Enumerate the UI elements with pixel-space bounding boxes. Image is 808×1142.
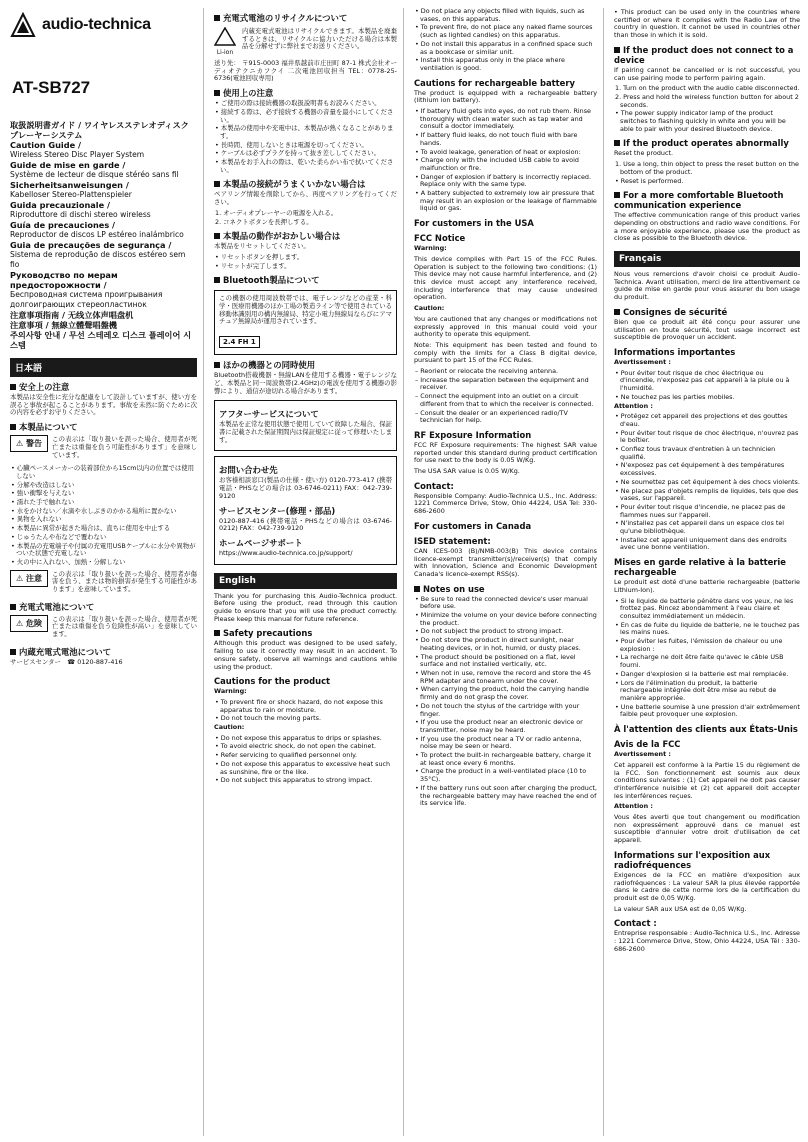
title-line: Caution Guide / <box>10 140 81 150</box>
title-list <box>10 120 197 350</box>
list-item: • Do not place any objects filled with liquids, such as vases, on this apparatus. <box>415 8 585 23</box>
title-line: Guida precauzionale / <box>10 200 111 210</box>
fr-contact-text: Entreprise responsable : Audio-Technica U.S., Inc. Adresse : 1221 Commerce Drive, Stow, Ohio 44224, USA Tél : 330-686-2600 <box>614 929 800 953</box>
jp-repair-heading: 内蔵充電式電池について <box>10 647 197 657</box>
frequency-label: 2.4 FH 1 <box>219 336 260 348</box>
title-line: Riproduttore di dischi stereo wireless <box>10 210 151 219</box>
fr-banner: Français <box>614 251 800 267</box>
homepage-url[interactable]: https://www.audio-technica.co.jp/support/ <box>219 548 353 557</box>
list-item: • Do not expose this apparatus to drips or splashes. <box>215 733 382 742</box>
jp-danger-row <box>10 615 197 642</box>
list-item: 2. コネクトボタンを長押しする。 <box>215 217 313 226</box>
nc-list <box>614 85 800 133</box>
list-item: • ご使用の際は接続機器の取扱説明書もお読みください。 <box>215 99 381 108</box>
title-line: Guia de precauções de segurança / <box>10 240 172 250</box>
list-item: • Une batterie soumise à une pression d'air extrêmement faible peut provoquer une explosion. <box>615 702 800 719</box>
canada-heading: For customers in Canada <box>414 520 532 531</box>
title-line: 注意事项指南 / 无线立体声唱盘机 <box>10 310 134 320</box>
title-line: Sicherheitsanweisungen / <box>10 180 129 190</box>
list-item: • If you use the product near a TV or radio antenna, noise may be seen or heard. <box>415 734 582 751</box>
list-item: • When carrying the product, hold the carrying handle firmly and do not grasp the cover. <box>415 685 590 702</box>
recycle-heading: 充電式電池のリサイクルについて <box>214 13 397 23</box>
list-item: • Si le liquide de batterie pénètre dans vos yeux, ne les frottez pas. Rincez abondamment à l'eau claire et consultez immédiatement un médecin. <box>615 596 794 620</box>
list-item: • To protect the built-in rechargeable battery, charge it at least once every 6 months. <box>415 751 592 767</box>
list-item: • To prevent fire, do not place any naked flame sources (such as lighted candles) on this apparatus. <box>415 23 593 40</box>
list-item: • Pour éviter tout risque de choc électrique ou d'incendie, n'exposez pas cet appareil à la pluie ou à l'humidité. <box>615 368 790 393</box>
en-warning-label: Warning: <box>214 687 247 696</box>
country-text: • This product can be used only in the countries where certified or where it complies with the Radio Law of the country in question. It cannot be used in countries other than those in which it is sold. <box>614 8 800 40</box>
list-item: – Consult the dealer or an experienced radio/TV technician for help. <box>415 408 568 425</box>
list-item: • リセットが完了します。 <box>215 261 291 270</box>
fr-info-heading: Informations importantes <box>614 346 736 357</box>
list-item: • 心臓ペースメーカーの装着部位から15cm以内の位置では使用しない <box>11 464 194 480</box>
danger-text: この表示は「取り扱いを誤った場合、使用者が死亡または重傷を負う危険性が高い」を意味しています。 <box>51 614 197 639</box>
list-item: 1. Use a long, thin object to press the reset button on the bottom of the product. <box>615 160 799 176</box>
title-line: Руководство по мерам предосторожности / <box>10 270 118 290</box>
bt-fail-text: ペアリング情報を削除してから、再度ペアリングを行ってください。 <box>214 190 397 207</box>
ised-text: CAN ICES-003 (B)/NMB-003(B) This device contains licence-exempt transmitter(s)/receiver(s) that comply with Innovation, Science and Economic Development Canada's licence-exempt RSS(s). <box>414 546 597 578</box>
list-item: • 本製品に異常が起きた場合は、直ちに使用を中止する <box>11 524 171 533</box>
en-intro: Thank you for purchasing this Audio-Technica product. Before using the product, read through this caution guide to ensure that you will use the product correctly. Please keep this manual for future reference. <box>214 591 397 623</box>
fcc-text-1: This device complies with Part 15 of the FCC Rules. Operation is subject to the following two conditions: (1) This device may not cause harmful interference, and (2) this device must accept any interference received, including interference that may cause undesired operation. <box>414 254 597 302</box>
list-item: • Confiez tous travaux d'entretien à un technicien qualifié. <box>615 445 776 461</box>
fcc-caution-label: Caution: <box>414 304 445 313</box>
bt-fail-list <box>214 210 397 226</box>
list-item: • Charge only with the included USB cable to avoid malfunction or fire. <box>415 156 579 172</box>
bullet-square-icon <box>614 47 620 53</box>
fr-us-heading: À l'attention des clients aux États-Unis <box>614 724 798 735</box>
fr-batt-text: Le produit est doté d'une batterie rechargeable (batterie Lithium-Ion). <box>614 578 800 594</box>
title-line: Guía de precauciones / <box>10 220 116 230</box>
bullet-square-icon <box>214 181 220 187</box>
ised-heading: ISED statement: <box>414 535 491 546</box>
other-text: Bluetooth搭載機器・無線LANを使用する機器・電子レンジなど、本製品と同一周波数帯(2.4GHz)の電波を使用する機器の影響により、通信が途切れる場合があります。 <box>214 371 397 395</box>
fr-warn-label: Avertissement : <box>614 357 671 366</box>
fr-contact-heading: Contact : <box>614 918 657 929</box>
list-item: • Do not subject the product to strong impact. <box>415 627 564 636</box>
list-item: • A battery subjected to extremely low air pressure that may result in an explosion or the leakage of flammable liquid or gas. <box>415 189 597 213</box>
list-item: • 水をかけない／水滴や水しぶきのかかる場所に置かない <box>11 506 177 515</box>
title-line: Sistema de reprodução de discos estéreo sem fio <box>10 250 186 269</box>
list-item: • To prevent fire or shock hazard, do not expose this apparatus to rain or moisture. <box>215 697 383 714</box>
recycle-block <box>214 27 397 56</box>
notes-heading: Notes on use <box>414 584 597 594</box>
list-item: • La recharge ne doit être faite qu'avec le câble USB fourni. <box>615 653 784 670</box>
bluetooth-text: この機器の使用周波数帯では、電子レンジなどの産業・科学・医療用機器のほか工場の製造ライン等で使用されている移動体識別用の構内無線局、特定小電力無線局ならびにアマチュア無線局が運用されています。 <box>219 294 392 326</box>
fr-att2-text: Vous êtes averti que tout changement ou modification non expressément approuvé dans ce manuel est susceptible d'annuler votre droit d'utilisation de cet appareil. <box>614 813 800 845</box>
list-item: • When not in use, remove the record and store the 45 RPM adapter and tonearm under the cover. <box>415 669 592 685</box>
list-item: • Charge the product in a well-ventilated place (10 to 35°C). <box>415 767 587 784</box>
audio-technica-logo-icon <box>10 12 36 38</box>
list-item: – Reorient or relocate the receiving antenna. <box>415 367 559 376</box>
fcc-heading: FCC Notice <box>414 233 466 244</box>
bluetooth-box <box>214 290 397 355</box>
jp-caution-row <box>10 570 197 597</box>
bullet-square-icon <box>214 277 220 283</box>
list-item: • Ne soumettez pas cet équipement à des chocs violents. <box>615 477 800 486</box>
column-1 <box>4 8 204 1136</box>
usage-heading: 使用上の注意 <box>214 88 397 98</box>
bullet-square-icon <box>10 384 16 390</box>
model-number: AT-SB727 <box>12 78 91 97</box>
bullet-square-icon <box>414 586 420 592</box>
fr-fcc-text: Cet appareil est conforme à la Partie 15 du règlement de la FCC. Son fonctionnement est soumis aux deux conditions suivantes : (1) Cet appareil ne doit pas causer d'interférence nuisible et (2) cet appareil doit accepter les interférences reçues. <box>614 760 800 800</box>
list-item: • N'installez pas cet appareil dans un espace clos tel qu'une bibliothèque. <box>615 519 785 536</box>
other-heading: ほかの機器との同時使用 <box>214 360 397 370</box>
contact-heading: お問い合わせ先 <box>219 465 278 476</box>
jp-battery-heading: 充電式電池について <box>10 602 197 612</box>
bullet-square-icon <box>214 630 220 636</box>
list-item: • If battery fluid gets into eyes, do not rub them. Rinse thoroughly with clean water such as tap water and consult a doctor immediately. <box>415 107 591 131</box>
list-item: • Do not touch the stylus of the cartridge with your finger. <box>415 701 580 718</box>
list-item: • Danger of explosion if battery is incorrectly replaced. Replace only with the same type. <box>415 172 592 189</box>
column-3 <box>408 8 604 1136</box>
fr-warn-list <box>614 370 800 402</box>
contact-text: お客様相談窓口(製品の仕様・使い方) 0120-773-417 (携帯電話・PHSなどの場合は 03-6746-0211) FAX：042-739-9120 <box>219 476 392 500</box>
bullet-square-icon <box>10 649 16 655</box>
contact-text-en: Responsible Company: Audio-Technica U.S., Inc. Address: 1221 Commerce Drive, Stow, Ohio 44224, USA Tel: 330-686-2600 <box>414 491 597 516</box>
fr-att2-label: Attention : <box>614 802 653 811</box>
list-item: • リセットボタンを押します。 <box>215 252 304 261</box>
list-item: • If battery fluid leaks, do not touch fluid with bare hands. <box>415 131 578 147</box>
support-heading: サービスセンター(修理・部品) <box>219 505 336 516</box>
en-caution-heading: Cautions for the product <box>214 676 331 687</box>
support-text: 0120-887-416 (携帯電話・PHSなどの場合は 03-6746-0212) FAX：042-739-9120 <box>219 516 392 533</box>
nc-heading: If the product does not connect to a device <box>614 44 794 65</box>
list-item: • Danger d'explosion si la batterie est mal remplacée. <box>615 669 789 678</box>
ab-list <box>614 161 800 185</box>
danger-label: ⚠ 危険 <box>10 615 48 632</box>
recycle-text: 内蔵充電式電池はリサイクルできます。本製品を廃棄するときは、リサイクルに協力いただける場合は本製品を分解せずに弊社までお送りください。 <box>242 27 397 51</box>
list-item: • To avoid leakage, generation of heat or explosion: <box>415 147 581 156</box>
jp-warning-list <box>10 465 197 566</box>
list-item: • Ne touchez pas les parties mobiles. <box>615 392 735 401</box>
list-item: • 本製品の使用中や充電中は、本製品が熱くなることがあります。 <box>215 124 394 140</box>
brand-logo <box>10 12 197 38</box>
jp-banner: 日本語 <box>10 358 197 377</box>
bullet-square-icon <box>214 233 220 239</box>
list-item: • Reset is performed. <box>615 176 684 185</box>
title-line: 取扱説明書ガイド / ワイヤレスステレオディスクプレーヤーシステム <box>10 120 189 140</box>
rb-heading: Cautions for rechargeable battery <box>414 77 575 88</box>
list-item: • If the battery runs out soon after charging the product, the rechargeable battery may have reached the end of its service life. <box>415 783 597 808</box>
jp-warning-row <box>10 435 197 462</box>
service-line: サービスセンター ☎ 0120-887-416 <box>10 657 123 666</box>
ab-heading: If the product operates abnormally <box>614 138 800 148</box>
title-line: Wireless Stereo Disc Player System <box>10 150 145 159</box>
fr-batt-heading: Mises en garde relative à la batterie rechargeable <box>614 557 786 578</box>
bullet-square-icon <box>614 140 620 146</box>
bluetooth-heading: Bluetooth製品について <box>214 275 397 285</box>
list-item: – Connect the equipment into an outlet on a circuit different from that to which the receiver is connected. <box>415 392 594 408</box>
title-line: Reproductor de discos LP estéreo inalámbrico <box>10 230 184 239</box>
jp-safety-heading: 安全上の注意 <box>10 382 197 392</box>
li-ion-recycle-icon <box>214 27 236 56</box>
list-item: • To avoid electric shock, do not open the cabinet. <box>215 742 376 751</box>
list-item: • ケーブルは必ずプラグを持って抜き差ししてください。 <box>215 149 380 158</box>
usa-heading: For customers in the USA <box>414 218 534 229</box>
bullet-square-icon <box>10 424 16 430</box>
list-item: • N'exposez pas cet équipement à des températures excessives. <box>615 461 785 478</box>
list-item: • Install this apparatus only in the place where ventilation is good. <box>415 56 565 72</box>
list-item: • If you use the product near an electronic device or transmitter, noise may be heard. <box>415 718 583 734</box>
fcc-text-2: You are cautioned that any changes or modifications not expressly approved in this manual could void your authority to operate this equipment. <box>414 314 597 339</box>
bt-bad-heading: 本製品の動作がおかしい場合は <box>214 231 397 241</box>
bullet-square-icon <box>214 90 220 96</box>
ab-text: Reset the product. <box>614 149 674 158</box>
fr-safety-heading: Consignes de sécurité <box>614 307 800 317</box>
caution-label: ⚠ 注意 <box>10 570 48 587</box>
fr-safety-text: Bien que ce produit ait été conçu pour assurer une utilisation en toute sécurité, tout usage incorrect est susceptible de provoquer un accident. <box>614 317 800 342</box>
contact-box <box>214 456 397 564</box>
aftercare-text: 本製品を正常な使用状態で使用していて故障した場合、保証書に記載された保証期間内は保証規定に従って修理いたします。 <box>219 420 392 444</box>
list-item: • Installez cet appareil uniquement dans des endroits avec une bonne ventilation. <box>615 535 787 552</box>
contact-heading-en: Contact: <box>414 480 454 491</box>
title-line: Guide de mise en garde / <box>10 160 126 170</box>
nc-text: If pairing cannot be cancelled or is not successful, you can use pairing mode to perform pairing again. <box>614 65 800 82</box>
homepage-heading: ホームページサポート <box>219 537 303 548</box>
en-caution-label: Caution: <box>214 723 245 732</box>
jp-body-heading: 本製品について <box>10 422 197 432</box>
column-4 <box>608 8 806 1136</box>
usage-list <box>214 100 397 174</box>
fr-rf-heading: Informations sur l'exposition aux radiofréquences <box>614 849 771 870</box>
fr-fcc-heading: Avis de la FCC <box>614 739 681 750</box>
list-item: • 火の中に入れない、加熱・分解しない <box>11 557 126 566</box>
en-warning-list <box>214 699 397 723</box>
li-ion-label: Li-ion <box>216 49 234 56</box>
warning-label: ⚠ 警告 <box>10 435 48 452</box>
list-item: • Minimize the volume on your device before connecting the product. <box>415 611 597 627</box>
list-item: • 本製品の充電端子や付属の充電用USBケーブルに水分や異物がついた状態で充電しない <box>11 541 196 558</box>
bt-text: The effective communication range of this product varies depending on obstructions and radio wave conditions. For a more enjoyable experience, please use the product as close as possible to the Bluetooth device. <box>614 211 800 243</box>
list-item: • 接続する際は、必ず接続する機器の音量を最小にしてください。 <box>215 107 394 124</box>
list-item: • 強い衝撃を与えない <box>11 489 75 498</box>
rf-heading: RF Exposure Information <box>414 429 532 440</box>
en-safety-heading: Safety precautions <box>214 628 397 638</box>
caution-text: この表示は「取り扱いを誤った場合、使用者が傷害を負う、または物的損害が発生する可能性があります」を意味しています。 <box>51 569 197 594</box>
bullet-square-icon <box>614 309 620 315</box>
rb-top-list <box>414 8 597 73</box>
list-item: 2. Press and hold the wireless function button for about 2 seconds. <box>615 92 799 109</box>
warning-text: この表示は「取り扱いを誤った場合、使用者が死亡または重傷を負う可能性があります」を意味しています。 <box>51 435 197 459</box>
en-banner: English <box>214 573 397 589</box>
fr-sar-text: La valeur SAR aux USA est de 0,05 W/Kg. <box>614 904 747 913</box>
list-item: • Do not store the product in direct sunlight, near heating devices, or in hot, humid, or dusty places. <box>415 636 581 652</box>
list-item: • じゅうたんや布などで覆わない <box>11 532 107 541</box>
list-item: – Increase the separation between the equipment and receiver. <box>415 375 589 392</box>
fr-att-label: Attention : <box>614 401 653 410</box>
rb-text: The product is equipped with a rechargeable battery (lithium ion battery). <box>414 88 597 105</box>
list-item: • 長時間、使用しないときは電源を切ってください。 <box>215 140 368 149</box>
bullet-square-icon <box>614 192 620 198</box>
brand-name: audio-technica <box>42 16 151 33</box>
list-item: • Do not expose this apparatus to excessive heat such as sunshine, fire or the like. <box>215 759 391 776</box>
aftercare-heading: アフターサービスについて <box>219 409 319 420</box>
list-item: • Do not touch the moving parts. <box>215 714 322 723</box>
rb-list <box>414 108 597 213</box>
title-line: Беспроводная система проигрывания долгоиграющих стереопластинок <box>10 290 163 309</box>
list-item: • 異物を入れない <box>11 515 62 524</box>
fr-intro: Nous vous remercions d'avoir choisi ce produit Audio-Technica. Avant utilisation, merci de lire attentivement ce guide de mise en garde pour vous assurer du bon usage du produit. <box>614 270 800 302</box>
fcc-warning-label: Warning: <box>414 244 447 253</box>
list-item: • En cas de fuite du liquide de batterie, ne le touchez pas les mains nues. <box>615 620 800 637</box>
column-2 <box>208 8 404 1136</box>
list-item: • The power supply indicator lamp of the product switches to flashing quickly in white and you will be able to pair with your desired Bluetooth device. <box>615 109 786 133</box>
list-item: 1. オーディオプレーヤーの電源を入れる。 <box>215 208 338 217</box>
list-item: • Pour éviter tout risque de choc électrique, n'ouvrez pas le boîtier. <box>615 428 799 445</box>
bt-heading: For a more comfortable Bluetooth communication experience <box>614 190 784 211</box>
bt-fail-heading: 本製品の接続がうまくいかない場合は <box>214 179 397 189</box>
rf-text: FCC RF Exposure requirements: The highest SAR value reported under this standard during product certification for use next to the body is 0.05 W/Kg. <box>414 440 597 465</box>
title-line: 주의사항 안내 / 무선 스테레오 디스크 플레이어 시스템 <box>10 330 192 350</box>
title-line: Système de lecteur de disque stéréo sans fil <box>10 170 179 179</box>
list-item: • The product should be positioned on a flat, level surface and not installed vertically, etc. <box>415 652 576 669</box>
list-item: • 分解や改造はしない <box>11 480 75 489</box>
bt-bad-text: 本製品をリセットしてください。 <box>214 242 310 251</box>
list-item: • Pour éviter les fuites, l'émission de chaleur ou une explosion : <box>615 637 783 653</box>
en-safety-text: Although this product was designed to be used safely, failing to use it correctly may result in an accident. To ensure safety, observe all warnings and cautions while using the product. <box>214 639 397 671</box>
fcc-bullet-list <box>414 368 597 425</box>
fr-rf-text: Exigences de la FCC en matière d'exposition aux radiofréquences : La valeur SAR la plus élevée rapportée dans le cadre de cette norme lors de la certification du produit est de 0,05 W/Kg. <box>614 870 800 902</box>
list-item: 1. Turn on the product with the audio cable disconnected. <box>615 84 800 93</box>
title-line: 注意事項 / 無線立體聲唱盤機 <box>10 320 117 330</box>
list-item: • Protégez cet appareil des projections et des gouttes d'eau. <box>615 412 788 428</box>
list-item: • Do not subject this apparatus to strong impact. <box>215 776 373 785</box>
list-item: • Ne placez pas d'objets remplis de liquides, tels que des vases, sur l'appareil. <box>615 486 799 503</box>
list-item: • Pour éviter tout risque d'incendie, ne placez pas de flammes nues sur l'appareil. <box>615 502 786 519</box>
list-item: • 本製品をお手入れの際は、乾いた柔らかい布で拭いてください。 <box>215 158 394 174</box>
list-item: • Be sure to read the connected device's user manual before use. <box>415 594 588 611</box>
list-item: • 濡れた手で触れない <box>11 498 75 507</box>
bullet-square-icon <box>214 15 220 21</box>
jp-safety-text: 本製品は安全性に充分な配慮をして設計していますが、使い方を誤ると事故が起こることがあります。事故を未然に防ぐために次の内容を必ずお守りください。 <box>10 393 197 417</box>
list-item: • Do not install this apparatus in a confined space such as a bookcase or similar unit. <box>415 39 593 56</box>
bullet-square-icon <box>10 604 16 610</box>
list-item: • Lors de l'élimination du produit, la batterie rechargeable intégrée doit être mise au rebut de manière appropriée. <box>615 678 777 702</box>
en-caution-list <box>214 735 397 785</box>
notes-list <box>414 596 597 808</box>
fr-fcc-warn-label: Avertissement : <box>614 750 671 759</box>
bt-bad-list <box>214 254 397 270</box>
sar-text: The USA SAR value is 0.05 W/Kg. <box>414 467 520 476</box>
bullet-square-icon <box>214 362 220 368</box>
fr-batt-list <box>614 598 800 720</box>
fcc-text-3: Note: This equipment has been tested and found to comply with the limits for a Class B digital device, pursuant to part 15 of the FCC Rules. <box>414 340 597 365</box>
list-item: • Refer servicing to qualified personnel only. <box>215 751 357 760</box>
aftercare-box <box>214 400 397 451</box>
fr-att-list <box>614 413 800 552</box>
recycle-address: 送り先： 〒915-0003 福井県越前市庄田町 87-1 株式会社オーディオテクニカフクイ 二次電池回収担当 TEL：0778-25-6736(電池回収専用) <box>214 59 397 83</box>
title-line: Kabelloser Stereo-Plattenspieler <box>10 190 132 199</box>
